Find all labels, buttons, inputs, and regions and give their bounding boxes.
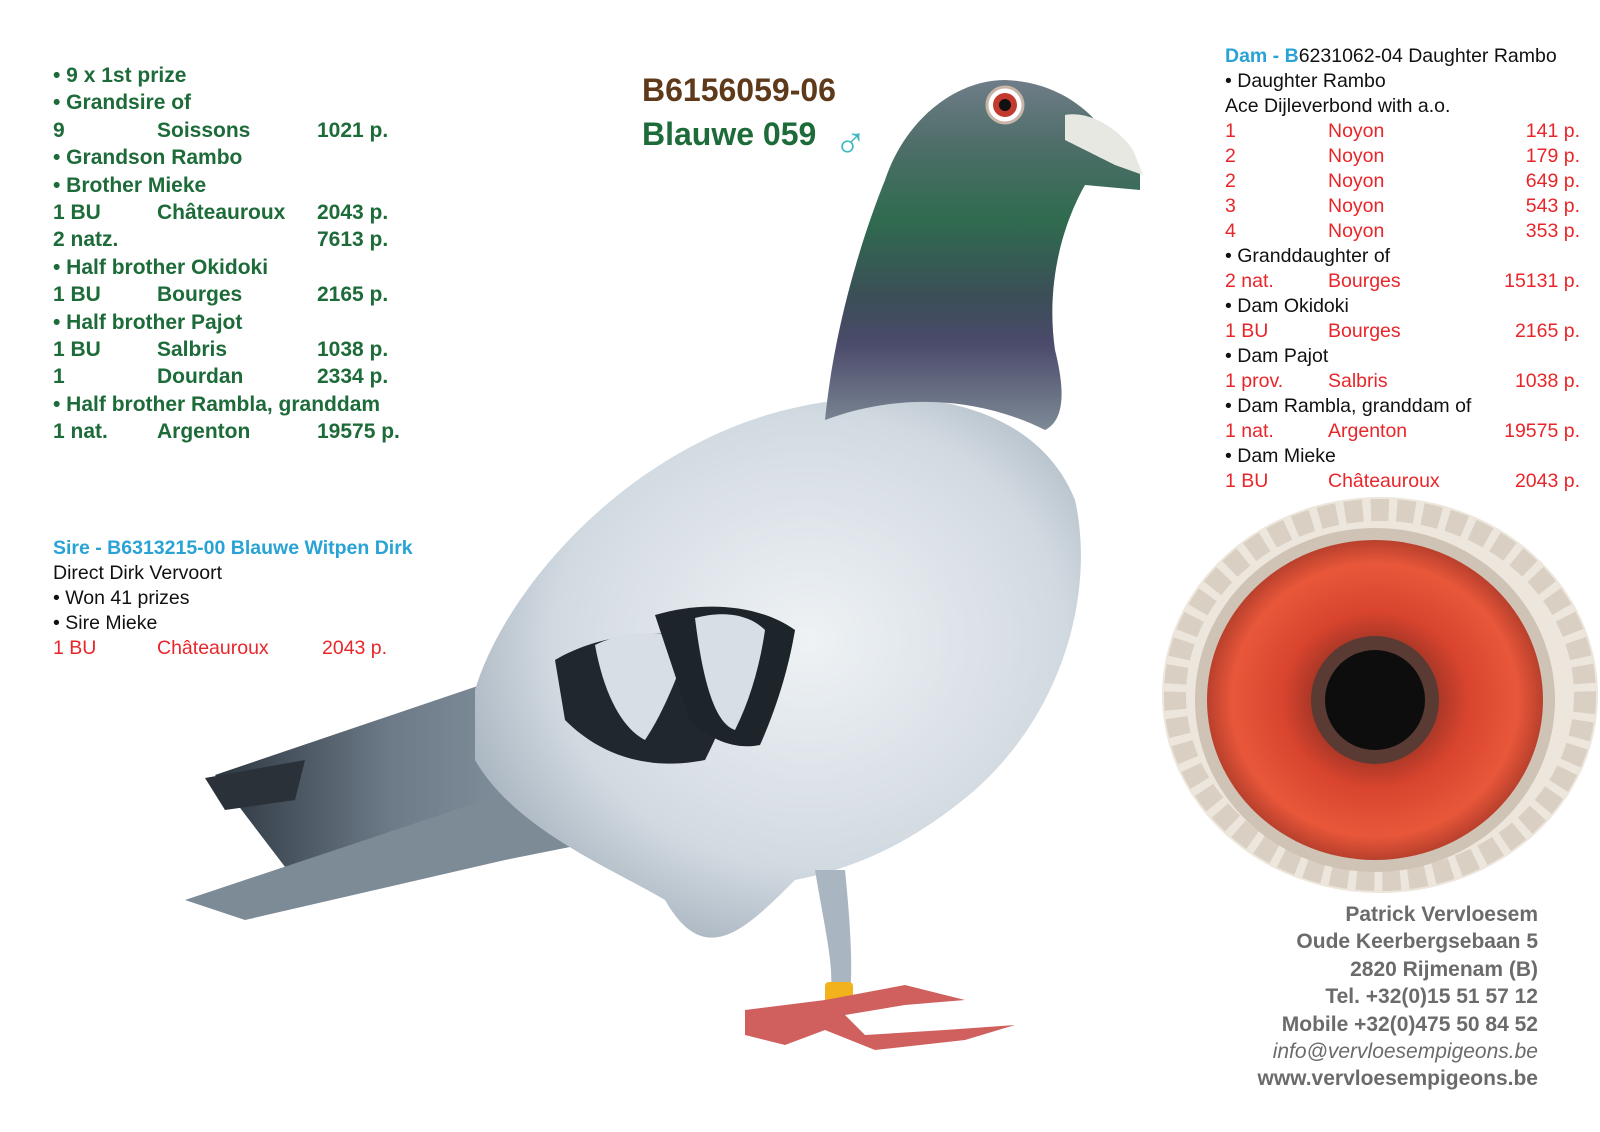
achievement-result-row xyxy=(53,281,413,308)
result-race: Bourges xyxy=(1328,270,1401,292)
result-points: 543 p. xyxy=(1525,195,1580,217)
result-rank: 1 nat. xyxy=(53,420,108,444)
dam-line: • Dam Pajot xyxy=(1225,345,1329,367)
result-race: Bourges xyxy=(1328,320,1401,342)
result-race xyxy=(157,226,317,253)
achievement-result-row xyxy=(53,226,413,253)
sire-line: • Sire Mieke xyxy=(53,612,158,634)
dam-section xyxy=(1225,44,1580,494)
dam-lines xyxy=(1225,69,1580,494)
dam-line: • Granddaughter of xyxy=(1225,245,1391,267)
result-rank: 2 natz. xyxy=(53,228,119,252)
contact-block xyxy=(1180,901,1538,1093)
result-rank: 1 BU xyxy=(1225,320,1269,342)
result-rank: 4 xyxy=(1225,220,1236,242)
achievement-line: • Brother Mieke xyxy=(53,173,207,197)
result-points: 141 p. xyxy=(1525,120,1580,142)
achievement-result-row xyxy=(53,363,413,390)
result-points: 649 p. xyxy=(1525,170,1580,192)
result-rank: 1 BU xyxy=(53,201,101,225)
result-rank: 9 xyxy=(53,118,65,142)
result-rank: 3 xyxy=(1225,195,1236,217)
result-rank: 1 BU xyxy=(53,338,101,362)
result-race: Noyon xyxy=(1328,145,1385,167)
result-race: Salbris xyxy=(157,338,228,362)
result-rank: 1 BU xyxy=(53,637,97,659)
result-race: Noyon xyxy=(1328,170,1385,192)
dam-line: Ace Dijleverbond with a.o. xyxy=(1225,95,1451,117)
dam-line: • Dam Mieke xyxy=(1225,445,1336,467)
achievement-result-row xyxy=(53,117,413,144)
pigeon-name: Blauwe 059 xyxy=(642,116,817,152)
result-points: 2043 p. xyxy=(1514,470,1580,492)
sire-line: Direct Dirk Vervoort xyxy=(53,562,223,584)
result-points: 1038 p. xyxy=(1514,370,1580,392)
result-rank: 1 nat. xyxy=(1225,420,1274,442)
dam-title-label: Dam - B xyxy=(1225,45,1299,67)
dam-result-row xyxy=(1225,119,1580,144)
dam-result-row xyxy=(1225,319,1580,344)
result-race: Bourges xyxy=(157,283,243,307)
result-points: 19575 p. xyxy=(1504,420,1580,442)
result-points: 353 p. xyxy=(1525,220,1580,242)
result-race: Noyon xyxy=(1328,120,1385,142)
result-rank: 2 xyxy=(1225,145,1236,167)
dam-line: • Dam Rambla, granddam of xyxy=(1225,395,1472,417)
achievement-result-row xyxy=(53,418,413,445)
result-race: Salbris xyxy=(1328,370,1388,392)
result-points: 15131 p. xyxy=(1504,270,1580,292)
result-points: 2334 p. xyxy=(317,365,389,389)
result-rank: 1 BU xyxy=(1225,470,1269,492)
achievement-line: • Half brother Rambla, granddam xyxy=(53,392,381,416)
contact-website-link[interactable]: www.vervloesempigeons.be xyxy=(1257,1067,1538,1091)
sire-result-row xyxy=(53,636,413,661)
dam-result-row xyxy=(1225,269,1580,294)
result-points: 7613 p. xyxy=(317,228,389,252)
achievement-line: • Half brother Okidoki xyxy=(53,255,269,279)
result-race: Châteauroux xyxy=(1328,470,1440,492)
result-race: Châteauroux xyxy=(157,201,286,225)
result-race: Noyon xyxy=(1328,195,1385,217)
sire-line: • Won 41 prizes xyxy=(53,587,190,609)
contact-email-link[interactable]: info@vervloesempigeons.be xyxy=(1272,1040,1538,1064)
result-points: 2043 p. xyxy=(322,637,388,659)
achievement-result-row xyxy=(53,336,413,363)
contact-tel: Tel. +32(0)15 51 57 12 xyxy=(1325,985,1538,1009)
result-race: Châteauroux xyxy=(157,637,269,659)
result-race: Argenton xyxy=(157,420,251,444)
dam-line: • Dam Okidoki xyxy=(1225,295,1349,317)
contact-name: Patrick Vervloesem xyxy=(1345,903,1538,926)
ring-number: B6156059-06 xyxy=(642,72,836,108)
dam-result-row xyxy=(1225,194,1580,219)
dam-result-row xyxy=(1225,469,1580,494)
result-rank: 1 BU xyxy=(53,283,101,307)
result-rank: 2 xyxy=(1225,170,1236,192)
result-race: Dourdan xyxy=(157,365,244,389)
dam-result-row xyxy=(1225,419,1580,444)
achievement-line: • Half brother Pajot xyxy=(53,310,243,334)
contact-city: 2820 Rijmenam (B) xyxy=(1350,957,1538,981)
result-points: 2165 p. xyxy=(317,283,389,307)
sire-title: Sire - B6313215-00 Blauwe Witpen Dirk xyxy=(53,537,413,559)
pigeon-title xyxy=(642,70,867,168)
achievement-result-row xyxy=(53,199,413,226)
eye-photo xyxy=(1160,495,1600,895)
result-rank: 1 prov. xyxy=(1225,370,1284,392)
achievement-line: • Grandson Rambo xyxy=(53,146,243,170)
dam-line: • Daughter Rambo xyxy=(1225,70,1386,92)
result-points: 19575 p. xyxy=(317,420,400,444)
result-rank: 1 xyxy=(1225,120,1236,142)
result-race: Argenton xyxy=(1328,420,1408,442)
result-points: 2043 p. xyxy=(317,201,389,225)
result-points: 179 p. xyxy=(1525,145,1580,167)
dam-result-row xyxy=(1225,144,1580,169)
result-points: 1038 p. xyxy=(317,338,389,362)
achievement-line: • 9 x 1st prize xyxy=(53,64,187,87)
dam-title-rest: 6231062-04 Daughter Rambo xyxy=(1298,45,1557,67)
result-race: Noyon xyxy=(1328,220,1385,242)
result-points: 2165 p. xyxy=(1514,320,1580,342)
male-symbol-icon: ♂ xyxy=(834,119,867,168)
result-race: Soissons xyxy=(157,118,251,142)
dam-title xyxy=(1225,44,1580,69)
achievements-list xyxy=(53,62,413,446)
dam-result-row xyxy=(1225,219,1580,244)
dam-result-row xyxy=(1225,169,1580,194)
contact-mobile: Mobile +32(0)475 50 84 52 xyxy=(1281,1012,1538,1036)
result-points: 1021 p. xyxy=(317,118,389,142)
result-rank: 1 xyxy=(53,365,65,389)
achievement-line: • Grandsire of xyxy=(53,91,192,115)
sire-section xyxy=(53,536,413,661)
dam-result-row xyxy=(1225,369,1580,394)
contact-street: Oude Keerbergsebaan 5 xyxy=(1296,930,1538,954)
result-rank: 2 nat. xyxy=(1225,270,1274,292)
